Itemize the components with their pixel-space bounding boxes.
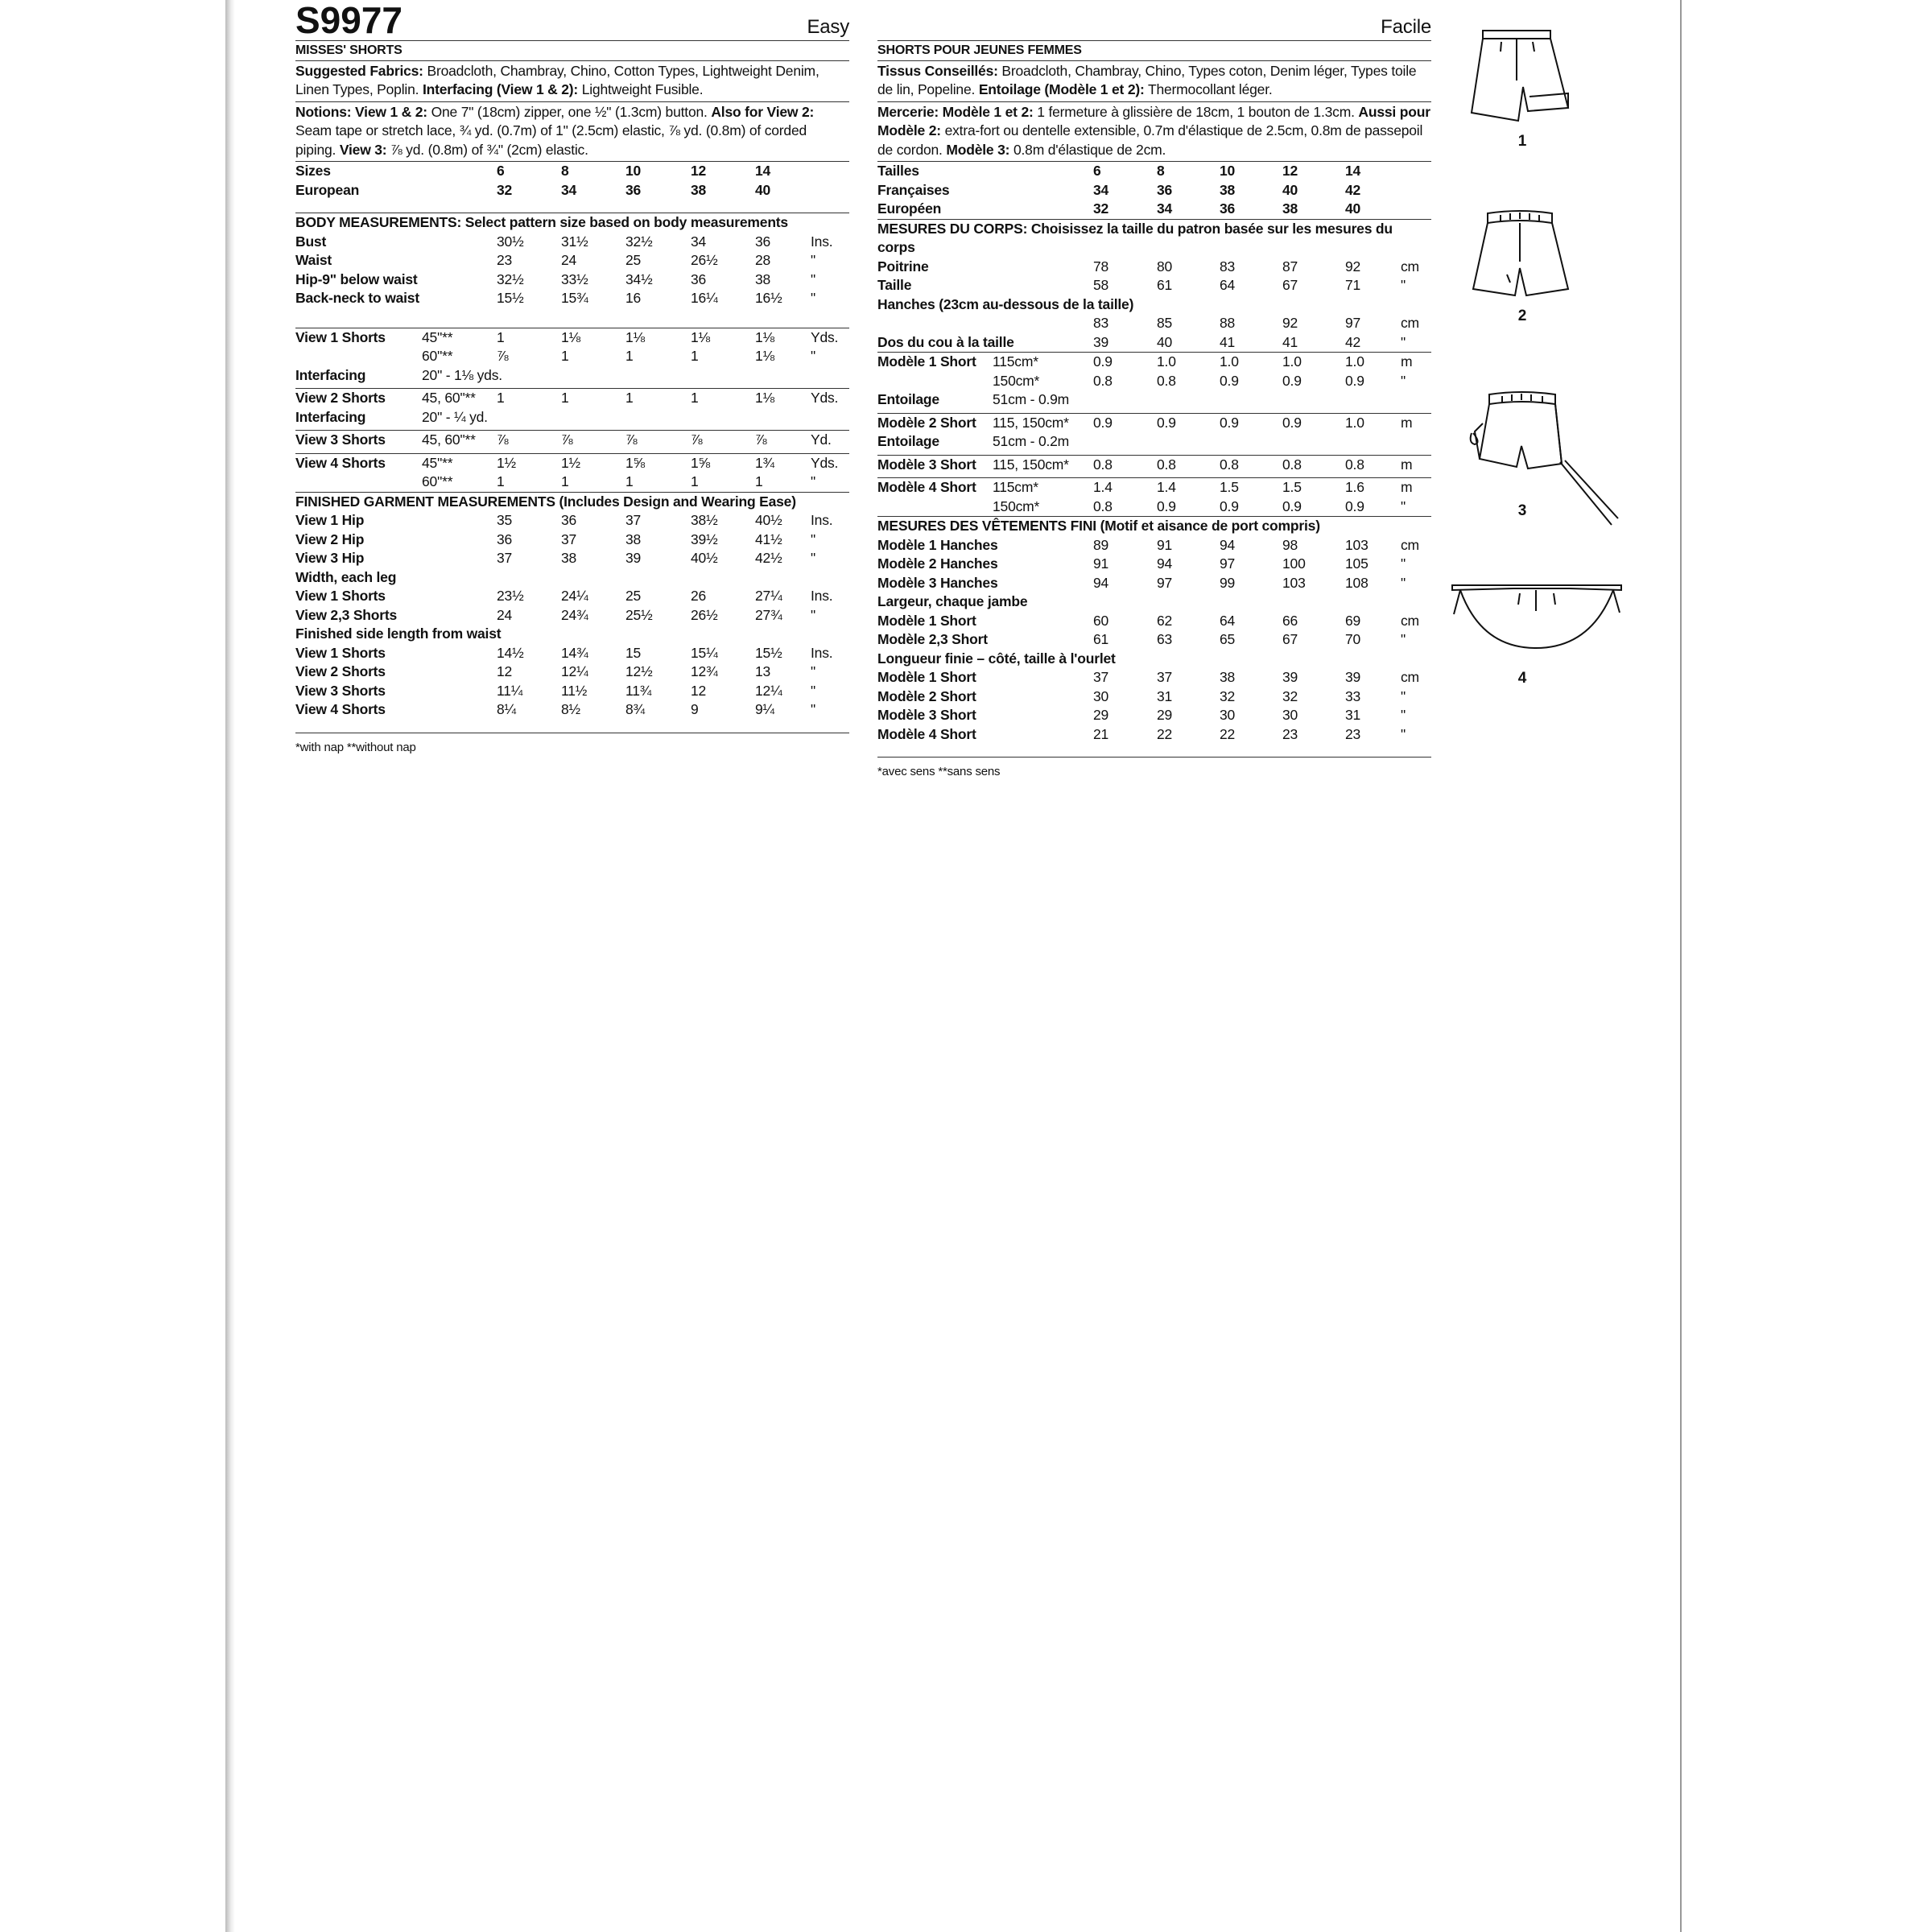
length-row-3: View 3 Shorts 11¼ 11½ 11¾ 12 12¼ " bbox=[295, 682, 816, 699]
fabrics-paragraph: Suggested Fabrics: Broadcloth, Chambray, Chino, Cotton Types, Lightweight Denim, Linen Types, Poplin. Interfacing (View 1 & 2): Lightweight Fusible. bbox=[295, 62, 819, 97]
length-row-2-fr: Modèle 2 Short 30 31 32 32 33 " bbox=[877, 687, 1406, 704]
length-row-4-fr: Modèle 4 Short 21 22 22 23 23 " bbox=[877, 725, 1406, 742]
divider bbox=[295, 60, 849, 61]
view4-yardage-115: Modèle 4 Short 115cm* 1.4 1.4 1.5 1.5 1.6 m bbox=[877, 479, 1413, 495]
view4-yardage-45: View 4 Shorts 45"** 1½ 1½ 1⅝ 1⅝ 1¾ Yds. bbox=[295, 454, 839, 471]
pattern-title-fr: SHORTS POUR JEUNES FEMMES bbox=[877, 43, 1082, 57]
view3-yardage-fr: Modèle 3 Short 115, 150cm* 0.8 0.8 0.8 0.8 0.8 m bbox=[877, 456, 1413, 473]
view4-yardage-60: 60"** 1 1 1 1 1 " bbox=[422, 473, 816, 489]
body-row-poitrine: Poitrine 78 80 83 87 92 cm bbox=[877, 258, 1419, 275]
view1-yardage-115: Modèle 1 Short 115cm* 0.9 1.0 1.0 1.0 1.0 m bbox=[877, 353, 1413, 369]
sizes-row: Sizes 6 8 10 12 14 bbox=[295, 163, 771, 179]
hip-row-3-fr: Modèle 3 Hanches 94 97 99 103 108 " bbox=[877, 574, 1406, 591]
pattern-title: MISSES' SHORTS bbox=[295, 43, 402, 57]
view2-yardage: View 2 Shorts 45, 60"** 1 1 1 1 1⅛ Yds. bbox=[295, 390, 839, 406]
body-measurements-heading-fr: MESURES DU CORPS: Choisissez la taille du patron basée sur les mesures du corps bbox=[877, 220, 1393, 255]
footnote: *with nap **without nap bbox=[295, 740, 416, 754]
view3-yardage: View 3 Shorts 45, 60"** ⅞ ⅞ ⅞ ⅞ ⅞ Yd. bbox=[295, 431, 832, 448]
length-heading-fr: Longueur finie – côté, taille à l'ourlet bbox=[877, 650, 1116, 667]
view-sketches bbox=[1449, 24, 1626, 687]
width-row-2-fr: Modèle 2,3 Short 61 63 65 67 70 " bbox=[877, 631, 1406, 647]
hip-row-1: View 1 Hip 35 36 37 38½ 40½ Ins. bbox=[295, 512, 833, 528]
finished-measurements-heading: FINISHED GARMENT MEASUREMENTS (Includes Design and Wearing Ease) bbox=[295, 493, 796, 510]
hip-row-1-fr: Modèle 1 Hanches 89 91 94 98 103 cm bbox=[877, 536, 1419, 553]
view-1-number: 1 bbox=[1517, 133, 1527, 150]
width-row-1-fr: Modèle 1 Short 60 62 64 66 69 cm bbox=[877, 612, 1419, 629]
view1-yardage-150: 150cm* 0.8 0.8 0.9 0.9 0.9 " bbox=[993, 372, 1406, 389]
body-row-bust: Bust 30½ 31½ 32½ 34 36 Ins. bbox=[295, 233, 833, 250]
notions-paragraph: Notions: View 1 & 2: One 7" (18cm) zipper, one ½" (1.3cm) button. Also for View 2: Seam tape or stretch lace, ¾ yd. (0.7m) of 1" (2.5cm) elastic, ⅞ yd. (0.8m) of corded piping. View 3: ⅞ yd. (0.8m) of ¾" (2cm) elastic. bbox=[295, 103, 815, 158]
view4-yardage-150: 150cm* 0.8 0.9 0.9 0.9 0.9 " bbox=[993, 497, 1406, 514]
view-3-number: 3 bbox=[1517, 502, 1527, 519]
hip-row-2: View 2 Hip 36 37 38 39½ 41½ " bbox=[295, 530, 816, 547]
view-4-number: 4 bbox=[1517, 670, 1527, 687]
french-column bbox=[877, 0, 1431, 782]
view1-yardage-45: View 1 Shorts 45"** 1 1⅛ 1⅛ 1⅛ 1⅛ Yds. bbox=[295, 328, 839, 345]
view-3-sketch bbox=[1465, 386, 1626, 547]
view2-interfacing: Interfacing 20" - ¼ yd. bbox=[295, 408, 488, 425]
width-row-2: View 2,3 Shorts 24 24¾ 25½ 26½ 27¾ " bbox=[295, 606, 816, 623]
view-2-number: 2 bbox=[1517, 308, 1527, 324]
body-measurements-heading: BODY MEASUREMENTS: Select pattern size based on body measurements bbox=[295, 214, 788, 230]
english-column bbox=[295, 0, 849, 757]
header bbox=[295, 0, 849, 40]
length-row-1-fr: Modèle 1 Short 37 37 38 39 39 cm bbox=[877, 669, 1419, 685]
francaises-sizes-row: Françaises 34 36 38 40 42 bbox=[877, 181, 1361, 198]
width-row-1: View 1 Shorts 23½ 24¼ 25 26 27¼ Ins. bbox=[295, 588, 833, 604]
notions-paragraph-fr: Mercerie: Modèle 1 et 2: 1 fermeture à glissière de 18cm, 1 bouton de 1.3cm. Aussi pour Modèle 2: extra-fort ou dentelle extensible, 0.7m d'élastique de 2.5cm, 0.8m de passepoil de cordon. Modèle 3: 0.8m d'élastique de 2cm. bbox=[877, 103, 1430, 158]
pattern-number: S9977 bbox=[295, 0, 403, 41]
body-row-taille: Taille 58 61 64 67 71 " bbox=[877, 277, 1406, 293]
view1-yardage-60: 60"** ⅞ 1 1 1 1⅛ " bbox=[422, 348, 816, 364]
divider bbox=[877, 101, 1431, 102]
length-row-2: View 2 Shorts 12 12¼ 12½ 12¾ 13 " bbox=[295, 663, 816, 679]
divider bbox=[877, 60, 1431, 61]
sizes-row-fr: Tailles 6 8 10 12 14 bbox=[877, 163, 1361, 179]
hip-row-2-fr: Modèle 2 Hanches 91 94 97 100 105 " bbox=[877, 555, 1406, 572]
view1-entoilage: Entoilage 51cm - 0.9m bbox=[877, 391, 1070, 407]
length-row-4: View 4 Shorts 8¼ 8½ 8¾ 9 9¼ " bbox=[295, 701, 816, 717]
europeen-sizes-row: Européen 32 34 36 38 40 bbox=[877, 200, 1361, 217]
hip-row-3: View 3 Hip 37 38 39 40½ 42½ " bbox=[295, 550, 816, 566]
header-fr bbox=[877, 0, 1431, 40]
divider bbox=[295, 101, 849, 102]
hanches-heading: Hanches (23cm au-dessous de la taille) bbox=[877, 295, 1134, 312]
width-heading: Width, each leg bbox=[295, 568, 397, 585]
view2-yardage-fr: Modèle 2 Short 115, 150cm* 0.9 0.9 0.9 0.9 1.0 m bbox=[877, 414, 1413, 431]
body-row-back-neck: Back-neck to waist 15½ 15¾ 16 16¼ 16½ " bbox=[295, 290, 816, 306]
body-row-hanches: 83 85 88 92 97 cm bbox=[1093, 315, 1419, 331]
view-2-sketch bbox=[1465, 205, 1578, 302]
view-1-sketch bbox=[1465, 24, 1578, 129]
length-heading: Finished side length from waist bbox=[295, 625, 502, 642]
difficulty-level-fr: Facile bbox=[1381, 16, 1431, 38]
body-row-waist: Waist 23 24 25 26½ 28 " bbox=[295, 252, 816, 268]
page-frame-left bbox=[225, 0, 235, 1932]
view1-interfacing: Interfacing 20" - 1⅛ yds. bbox=[295, 366, 502, 383]
fabrics-paragraph-fr: Tissus Conseillés: Broadcloth, Chambray, Chino, Types coton, Denim léger, Types toile de lin, Popeline. Entoilage (Modèle 1 et 2): Thermocollant léger. bbox=[877, 62, 1417, 97]
european-sizes-row: European 32 34 36 38 40 bbox=[295, 181, 771, 198]
finished-measurements-heading-fr: MESURES DES VÊTEMENTS FINI (Motif et aisance de port compris) bbox=[877, 518, 1320, 534]
page-frame-right bbox=[1680, 0, 1682, 1932]
view2-entoilage: Entoilage 51cm - 0.2m bbox=[877, 433, 1070, 449]
length-row-1: View 1 Shorts 14½ 14¾ 15 15¼ 15½ Ins. bbox=[295, 644, 833, 661]
view-4-sketch bbox=[1449, 559, 1626, 664]
length-row-3-fr: Modèle 3 Short 29 29 30 30 31 " bbox=[877, 707, 1406, 723]
divider bbox=[877, 757, 1431, 758]
width-heading-fr: Largeur, chaque jambe bbox=[877, 593, 1028, 609]
footnote-fr: *avec sens **sans sens bbox=[877, 765, 1001, 778]
difficulty-level: Easy bbox=[807, 16, 849, 38]
body-row-hip: Hip-9" below waist 32½ 33½ 34½ 36 38 " bbox=[295, 270, 816, 287]
body-row-dos: Dos du cou à la taille 39 40 41 41 42 " bbox=[877, 333, 1406, 350]
